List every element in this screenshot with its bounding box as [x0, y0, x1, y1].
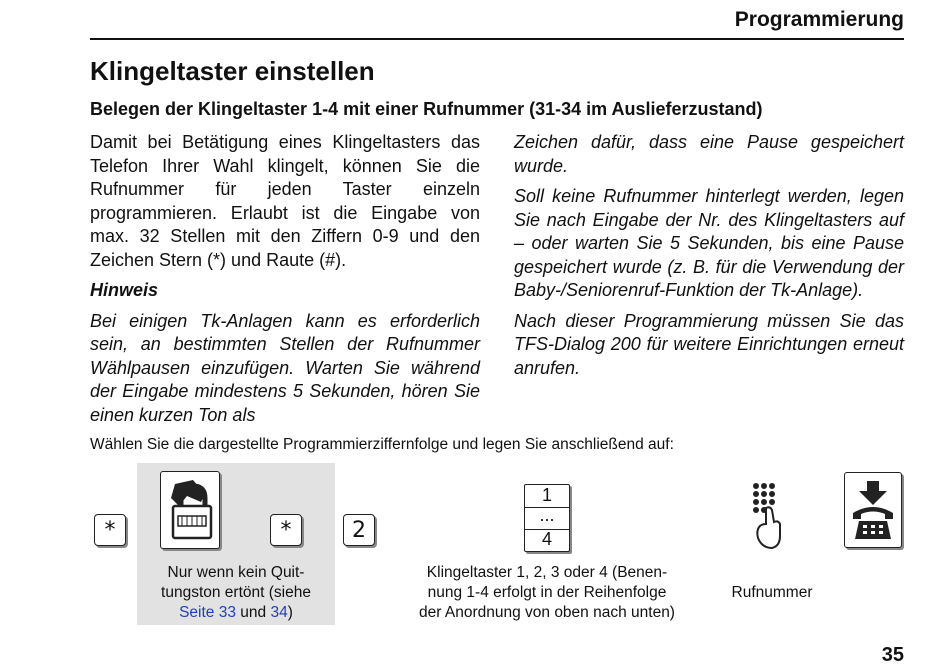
left-column: [90, 131, 480, 434]
hint-heading: Hinweis: [90, 280, 159, 300]
right-column: [514, 131, 904, 387]
selector-caption-line3: der Anordnung von oben nach unten): [419, 604, 675, 621]
and-word: und: [240, 604, 267, 621]
star-key-label: *: [104, 517, 116, 543]
hang-up-key: [844, 472, 902, 548]
digit-2-key: [343, 514, 375, 546]
number-caption: Rufnummer: [731, 584, 813, 601]
pause-paragraph: Zeichen dafür, dass eine Pause gespeichert wurde.: [514, 132, 904, 176]
section-header: Programmierung: [734, 8, 904, 31]
selector-caption: [385, 563, 709, 623]
recall-paragraph: Nach dieser Programmierung müssen Sie das TFS-Dialog 200 für weitere Einrichtungen erneut anrufen.: [514, 310, 904, 378]
page-title: Klingeltaster einstellen: [90, 56, 375, 86]
star-key-confirm: [270, 514, 302, 546]
page-number: 35: [881, 644, 904, 666]
digit-2-label: 2: [352, 517, 366, 543]
lock-icon: [161, 472, 219, 548]
optional-step-caption: [137, 563, 335, 623]
page-34-link[interactable]: 34: [270, 604, 288, 621]
doorbell-selector-key: [524, 484, 570, 552]
gray-caption-line2: tungston ertönt (siehe: [161, 584, 311, 601]
no-number-paragraph: Soll keine Rufnummer hinterlegt werden, legen Sie nach Eingabe der Nr. des Klingeltasters auf – oder warten Sie 5 Sekunden, bis eine Pause gespeichert wurde (z. B. für die Verwendung der Baby-/Seniorenruf-Funktion der Tk-Anlage).: [514, 186, 904, 300]
lock-key: [160, 471, 220, 549]
gray-caption-line3: [137, 603, 335, 623]
close-paren: ): [287, 604, 293, 621]
page-33-link[interactable]: Seite 33: [179, 604, 236, 621]
hang-up-phone-icon: [845, 473, 901, 547]
selector-middle: ...: [539, 505, 555, 525]
selector-caption-line1: Klingeltaster 1, 2, 3 oder 4 (Benen-: [426, 564, 668, 581]
subtitle: Belegen der Klingeltaster 1-4 mit einer Rufnummer (31-34 im Auslieferzustand): [90, 99, 763, 119]
selector-top: 1: [541, 485, 552, 505]
gray-caption-line1: Nur wenn kein Quit-: [167, 564, 305, 581]
selector-caption-line2: nung 1-4 erfolgt in der Reihenfolge: [427, 584, 667, 601]
selector-bottom: 4: [541, 529, 552, 549]
instruction-text: Wählen Sie die dargestellte Programmierziffernfolge und legen Sie anschließend auf:: [90, 436, 674, 453]
header-divider: [90, 38, 904, 40]
intro-paragraph: Damit bei Betätigung eines Klingeltasters das Telefon Ihrer Wahl klingelt, können Sie die Rufnummer für jeden Taster einzeln programmieren. Erlaubt ist die Eingabe von max. 32 Stellen mit den Ziffern 0-9 und den Zeichen Stern (*) und Raute (#).: [90, 132, 480, 270]
star-key: [94, 514, 126, 546]
hint-text: Bei einigen Tk-Anlagen kann es erforderlich sein, an bestimmten Stellen der Rufnummer Wählpausen einzufügen. Warten Sie während der Eingabe mindestens 5 Sekunden, hören Sie einen kurzen Ton als: [90, 310, 480, 425]
star-key-confirm-label: *: [280, 517, 292, 543]
keypad-hand-icon: [744, 480, 788, 552]
